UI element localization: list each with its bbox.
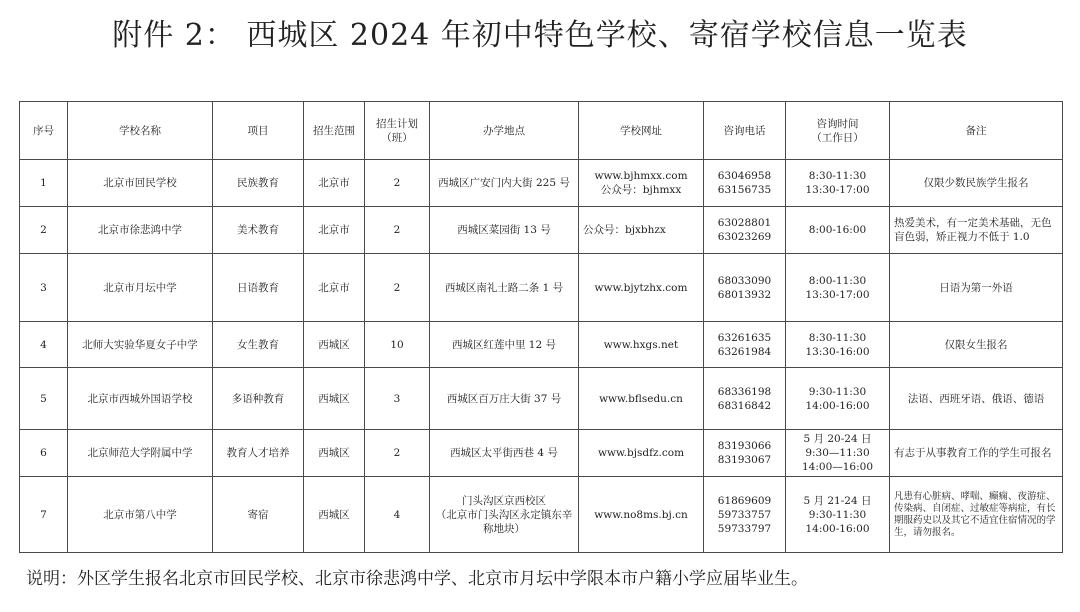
cell-location: 西城区红莲中里 12 号 <box>430 322 579 368</box>
footnote: 说明：外区学生报名北京市回民学校、北京市徐悲鸿中学、北京市月坛中学限本市户籍小学应届毕业生。 <box>26 569 808 589</box>
table-row <box>20 322 1063 368</box>
cell-time: 5 月 21-24 日 9:30-11:30 14:00-16:00 <box>786 477 890 553</box>
table-row <box>20 477 1063 553</box>
cell-project: 教育人才培养 <box>213 430 304 477</box>
cell-phone: 63046958 63156735 <box>704 160 786 207</box>
cell-scope: 西城区 <box>304 430 365 477</box>
col-header-scope: 招生范围 <box>304 102 365 160</box>
table-row <box>20 160 1063 207</box>
cell-scope: 西城区 <box>304 477 365 553</box>
cell-name: 北师大实验华夏女子中学 <box>68 322 213 368</box>
cell-scope: 西城区 <box>304 322 365 368</box>
col-header-time: 咨询时间 （工作日） <box>786 102 890 160</box>
cell-website: www.hxgs.net <box>579 322 704 368</box>
cell-no: 3 <box>20 254 68 322</box>
cell-plan: 10 <box>365 322 430 368</box>
cell-plan: 2 <box>365 254 430 322</box>
col-header-website: 学校网址 <box>579 102 704 160</box>
cell-plan: 2 <box>365 160 430 207</box>
cell-location: 西城区太平街西巷 4 号 <box>430 430 579 477</box>
col-header-project: 项目 <box>213 102 304 160</box>
cell-name: 北京师范大学附属中学 <box>68 430 213 477</box>
cell-scope: 北京市 <box>304 160 365 207</box>
school-info-table <box>19 101 1063 553</box>
cell-website: www.bjytzhx.com <box>579 254 704 322</box>
cell-remark: 凡患有心脏病、哮喘、癫痫、夜游症、传染病、自闭症、过敏症等病症，有长期服药史以及其它不适宜住宿情况的学生，请勿报名。 <box>890 477 1063 553</box>
table-header <box>20 102 1063 160</box>
col-header-phone: 咨询电话 <box>704 102 786 160</box>
cell-name: 北京市徐悲鸿中学 <box>68 207 213 254</box>
cell-name: 北京市第八中学 <box>68 477 213 553</box>
cell-phone: 63028801 63023269 <box>704 207 786 254</box>
table-row <box>20 254 1063 322</box>
table-row <box>20 207 1063 254</box>
header-row <box>20 102 1063 160</box>
cell-location: 西城区南礼士路二条 1 号 <box>430 254 579 322</box>
cell-project: 日语教育 <box>213 254 304 322</box>
cell-time: 9:30-11:30 14:00-16:00 <box>786 368 890 430</box>
cell-website: 公众号：bjxbhzx <box>579 207 704 254</box>
col-header-name: 学校名称 <box>68 102 213 160</box>
cell-plan: 2 <box>365 207 430 254</box>
cell-no: 4 <box>20 322 68 368</box>
cell-no: 5 <box>20 368 68 430</box>
cell-time: 8:00-11:30 13:30-17:00 <box>786 254 890 322</box>
cell-scope: 西城区 <box>304 368 365 430</box>
cell-project: 女生教育 <box>213 322 304 368</box>
cell-name: 北京市月坛中学 <box>68 254 213 322</box>
cell-location: 西城区广安门内大街 225 号 <box>430 160 579 207</box>
cell-project: 寄宿 <box>213 477 304 553</box>
cell-no: 2 <box>20 207 68 254</box>
cell-time: 8:30-11:30 13:30-16:00 <box>786 322 890 368</box>
cell-scope: 北京市 <box>304 207 365 254</box>
cell-location: 西城区菜园街 13 号 <box>430 207 579 254</box>
cell-no: 6 <box>20 430 68 477</box>
cell-phone: 61869609 59733757 59733797 <box>704 477 786 553</box>
cell-remark: 仅限少数民族学生报名 <box>890 160 1063 207</box>
cell-no: 1 <box>20 160 68 207</box>
cell-scope: 北京市 <box>304 254 365 322</box>
cell-website: www.bjhmxx.com 公众号：bjhmxx <box>579 160 704 207</box>
cell-website: www.bjsdfz.com <box>579 430 704 477</box>
cell-phone: 83193066 83193067 <box>704 430 786 477</box>
cell-remark: 日语为第一外语 <box>890 254 1063 322</box>
cell-time: 8:30-11:30 13:30-17:00 <box>786 160 890 207</box>
table-body <box>20 160 1063 553</box>
cell-phone: 68336198 68316842 <box>704 368 786 430</box>
cell-remark: 热爱美术，有一定美术基础，无色盲色弱，矫正视力不低于 1.0 <box>890 207 1063 254</box>
cell-project: 美术教育 <box>213 207 304 254</box>
cell-time: 5 月 20-24 日 9:30—11:30 14:00—16:00 <box>786 430 890 477</box>
col-header-plan: 招生计划 （班） <box>365 102 430 160</box>
col-header-no: 序号 <box>20 102 68 160</box>
cell-website: www.no8ms.bj.cn <box>579 477 704 553</box>
cell-no: 7 <box>20 477 68 553</box>
cell-name: 北京市回民学校 <box>68 160 213 207</box>
cell-website: www.bflsedu.cn <box>579 368 704 430</box>
document-title: 附件 2： 西城区 2024 年初中特色学校、寄宿学校信息一览表 <box>112 18 968 53</box>
cell-remark: 有志于从事教育工作的学生可报名 <box>890 430 1063 477</box>
cell-time: 8:00-16:00 <box>786 207 890 254</box>
cell-remark: 仅限女生报名 <box>890 322 1063 368</box>
col-header-location: 办学地点 <box>430 102 579 160</box>
cell-remark: 法语、西班牙语、俄语、德语 <box>890 368 1063 430</box>
cell-plan: 2 <box>365 430 430 477</box>
cell-plan: 3 <box>365 368 430 430</box>
table-row <box>20 430 1063 477</box>
col-header-remark: 备注 <box>890 102 1063 160</box>
cell-name: 北京市西城外国语学校 <box>68 368 213 430</box>
cell-location: 西城区百万庄大街 37 号 <box>430 368 579 430</box>
cell-phone: 68033090 68013932 <box>704 254 786 322</box>
cell-location: 门头沟区京西校区 （北京市门头沟区永定镇东辛称地块） <box>430 477 579 553</box>
cell-project: 多语种教育 <box>213 368 304 430</box>
table-row <box>20 368 1063 430</box>
cell-phone: 63261635 63261984 <box>704 322 786 368</box>
cell-project: 民族教育 <box>213 160 304 207</box>
cell-plan: 4 <box>365 477 430 553</box>
